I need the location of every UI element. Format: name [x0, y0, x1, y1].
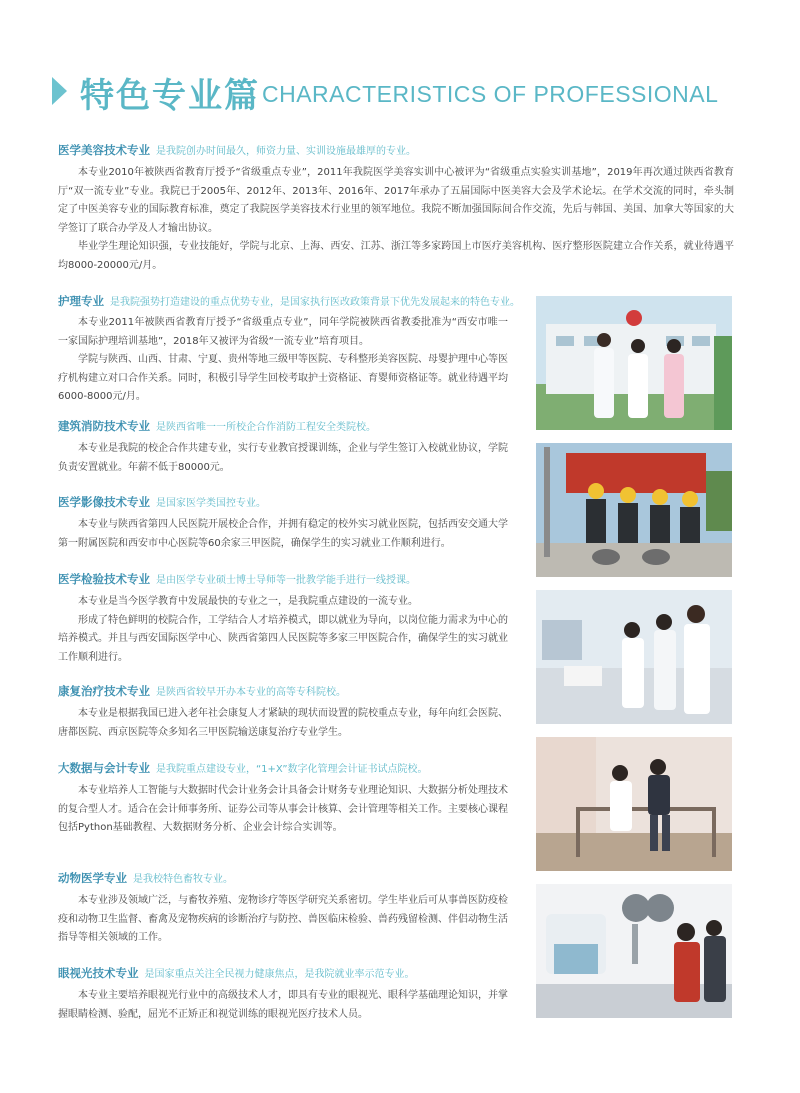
- section-name: 医学美容技术专业: [58, 143, 150, 157]
- page-header: [52, 66, 772, 116]
- section-paragraph: 本专业2011年被陕西省教育厅授予“省级重点专业”，同年学院被陕西省教委批准为“西安市唯一一家国际护理培训基地”，2018年又被评为省级“一流专业”培育项目。: [58, 317, 508, 347]
- page-title: 特色专业篇: [80, 76, 260, 116]
- section-slogan: 是由医学专业硕士博士导师等一批教学能手进行一线授课。: [156, 575, 416, 586]
- section-paragraph: 本专业主要培养眼视光行业中的高级技术人才，即具有专业的眼视光、眼科学基础理论知识，并掌握眼睛检测、验配，屈光不正矫正和视觉训练的眼视光医疗技术人员。: [58, 990, 508, 1020]
- section-rehabilitation: [58, 683, 508, 742]
- section-name: 建筑消防技术专业: [58, 419, 150, 433]
- section-paragraph: 本专业是根据我国已进入老年社会康复人才紧缺的现状而设置的院校重点专业，每年向红会医院、唐都医院、西京医院等众多知名三甲医院输送康复治疗专业学生。: [58, 708, 508, 738]
- section-paragraph: 本专业涉及领域广泛，与畜牧养殖、宠物诊疗等医学研究关系密切。学生毕业后可从事兽医防疫检疫和动物卫生监督、畜禽及宠物疾病的诊断治疗与防控、兽医临床检验、兽药残留检测、伴侣动物生活指导等相关领域的工作。: [58, 895, 508, 943]
- section-name: 护理专业: [58, 294, 104, 308]
- section-name: 大数据与会计专业: [58, 761, 150, 775]
- section-paragraph: 本专业是当今医学教育中发展最快的专业之一，是我院重点建设的一流专业。: [78, 596, 418, 607]
- section-paragraph: 形成了特色鲜明的校院合作，工学结合人才培养模式，即以就业为导向，以岗位能力需求为中心的培养模式。并且与西安国际医学中心、陕西省第四人民医院等多家三甲医院合作，确保学生的实习就业工作顺利进行。: [58, 614, 508, 663]
- section-name: 医学影像技术专业: [58, 495, 150, 509]
- section-name: 康复治疗技术专业: [58, 684, 150, 698]
- section-name: 医学检验技术专业: [58, 572, 150, 586]
- section-optometry: [58, 965, 508, 1024]
- section-nursing: [58, 293, 520, 407]
- section-big-data-accounting: [58, 760, 508, 838]
- section-fire-protection: [58, 418, 508, 477]
- section-slogan: 是陕西省较早开办本专业的高等专科院校。: [156, 687, 346, 698]
- section-medical-imaging: [58, 494, 508, 553]
- nursing-students-photo: [536, 296, 732, 430]
- section-slogan: 是我院创办时间最久，师资力量、实训设施最雄厚的专业。: [156, 146, 416, 157]
- section-paragraph: 本专业2010年被陕西省教育厅授予“省级重点专业”，2011年我院医学美容实训中心被评为“省级重点实验实训基地”，2019年再次通过陕西省教育厅“双一流专业”专业。我院已于2005年、2012年、2013年、2016年、2017年承办了五届国际中医美容大会及学术论坛。在学术交流的同时，牵头制定了中医美容专业的国际教育标准，奠定了我院医学美容技术行业里的领军地位。我院不断加强国际间合作交流，先后与韩国、美国、加拿大等国家的大学签订了联合办学及人才输出协议。: [58, 167, 734, 234]
- section-slogan: 是国家重点关注全民视力健康焦点，是我院就业率示范专业。: [144, 969, 415, 980]
- section-slogan: 是我院强势打造建设的重点优势专业，是国家执行医改政策背景下优先发展起来的特色专业。: [110, 297, 520, 308]
- section-paragraph: 本专业培养人工智能与大数据时代会计业务会计具备会计财务专业理论知识、大数据分析处理技术的复合型人才。适合在会计师事务所、证券公司等从事会计核算、会计管理等相关工作。主要核心课程包括Python基础教程、大数据财务分析、企业会计综合实训等。: [58, 785, 508, 833]
- section-slogan: 是国家医学类国控专业。: [156, 498, 266, 509]
- section-slogan: 是我院重点建设专业，“1+X”数字化管理会计证书试点院校。: [156, 764, 428, 775]
- section-paragraph: 毕业学生理论知识强，专业技能好，学院与北京、上海、西安、江苏、浙江等多家跨国上市医疗美容机构、医疗整形医院建立合作关系，就业待遇平均8000-20000元/月。: [58, 241, 734, 271]
- section-name: 眼视光技术专业: [58, 966, 139, 980]
- section-veterinary: [58, 870, 508, 948]
- optometry-exam-photo: [536, 884, 732, 1018]
- section-medical-cosmetology: [58, 142, 734, 275]
- laboratory-students-photo: [536, 590, 732, 724]
- section-paragraph: 学院与陕西、山西、甘肃、宁夏、贵州等地三级甲等医院、专科整形美容医院、母婴护理中心等医疗机构建立对口合作关系。同时，积极引导学生回校考取护士资格证、育婴师资格证等。就业待遇平均6000-8000元/月。: [58, 354, 508, 402]
- section-slogan: 是陕西省唯一一所校企合作消防工程安全类院校。: [156, 422, 376, 433]
- firefighters-training-photo: [536, 443, 732, 577]
- section-medical-laboratory: [58, 571, 508, 667]
- section-slogan: 是我校特色畜牧专业。: [133, 874, 233, 885]
- rehabilitation-training-photo: [536, 737, 732, 871]
- page-subtitle-en: CHARACTERISTICS OF PROFESSIONAL: [262, 81, 719, 107]
- section-paragraph: 本专业是我院的校企合作共建专业，实行专业教官授课训练，企业与学生签订入校就业协议，学院负责安置就业。年薪不低于80000元。: [58, 443, 508, 473]
- header-arrow-icon: [52, 77, 67, 105]
- section-name: 动物医学专业: [58, 871, 127, 885]
- section-paragraph: 本专业与陕西省第四人民医院开展校企合作，并拥有稳定的校外实习就业医院，包括西安交通大学第一附属医院和西安市中心医院等60余家三甲医院，确保学生的实习就业工作顺利进行。: [58, 519, 508, 549]
